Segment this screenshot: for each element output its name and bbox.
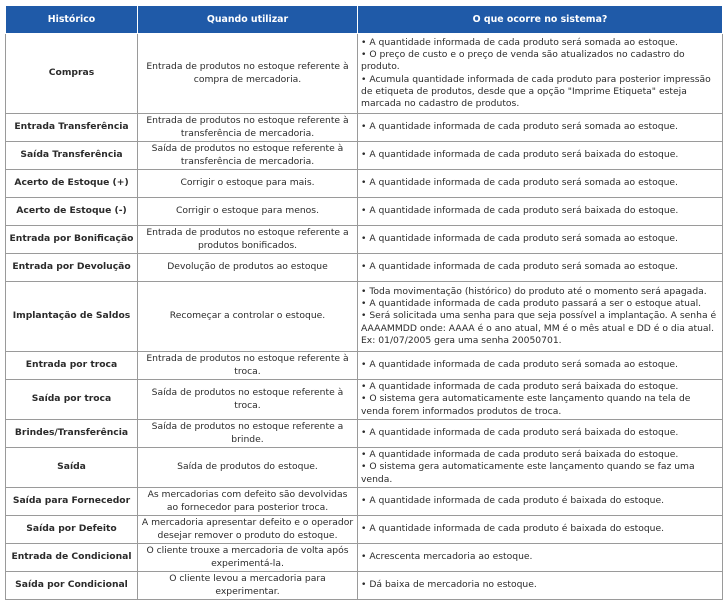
table-row [6,114,723,142]
sistema-bullet: • O preço de custo e o preço de venda são atualizados no cadastro do produto. [361,49,685,73]
sistema-bullet: • A quantidade informada de cada produto será baixada do estoque. [361,205,679,217]
quando-utilizar-cell: Entrada de produtos no estoque referente à compra de mercadoria. [138,34,358,114]
sistema-cell [358,516,723,544]
table-row [6,448,723,488]
table-row [6,544,723,572]
sistema-bullet: • A quantidade informada de cada produto é baixada do estoque. [361,523,665,535]
quando-utilizar-cell: Saída de produtos no estoque referente a brinde. [138,420,358,448]
header-historico: Histórico [6,6,138,34]
table-row [6,198,723,226]
quando-utilizar-cell: Saída de produtos do estoque. [138,448,358,488]
historico-cell: Implantação de Saldos [6,282,138,352]
sistema-bullet: • A quantidade informada de cada produto será somada ao estoque. [361,177,678,189]
quando-utilizar-cell: Corrigir o estoque para menos. [138,198,358,226]
header-o-que-ocorre: O que ocorre no sistema? [358,6,723,34]
sistema-bullet: • A quantidade informada de cada produto será somada ao estoque. [361,36,678,48]
sistema-cell [358,544,723,572]
quando-utilizar-cell: Entrada de produtos no estoque referente à troca. [138,352,358,380]
historico-cell: Entrada de Condicional [6,544,138,572]
quando-utilizar-cell: Recomeçar a controlar o estoque. [138,282,358,352]
sistema-bullet: • A quantidade informada de cada produto é baixada do estoque. [361,495,665,507]
table-row [6,142,723,170]
historico-cell: Saída por Defeito [6,516,138,544]
sistema-cell [358,420,723,448]
historico-cell: Compras [6,34,138,114]
sistema-cell [358,34,723,114]
sistema-bullet: • A quantidade informada de cada produto passará a ser o estoque atual. [361,298,702,310]
quando-utilizar-cell: A mercadoria apresentar defeito e o operador desejar remover o produto do estoque. [138,516,358,544]
historico-cell: Entrada por Bonificação [6,226,138,254]
table-row [6,254,723,282]
sistema-cell [358,226,723,254]
sistema-bullet: • Será solicitada uma senha para que seja possível a implantação. A senha é AAAAMMDD onde: AAAA é o ano atual, MM é o mês atual e DD é o dia atual. Ex: 01/07/2005 gera uma senha 20050701. [361,310,717,346]
sistema-bullet: • A quantidade informada de cada produto será somada ao estoque. [361,121,678,133]
sistema-bullet: • Toda movimentação (histórico) do produto até o momento será apagada. [361,285,707,297]
sistema-cell [358,142,723,170]
table-row [6,352,723,380]
sistema-bullet: • A quantidade informada de cada produto será somada ao estoque. [361,233,678,245]
table-row [6,380,723,420]
historico-cell: Entrada por Devolução [6,254,138,282]
table-row [6,420,723,448]
sistema-bullet: • Acumula quantidade informada de cada produto para posterior impressão de etiqueta de produtos, desde que a opção "Imprime Etiqueta" esteja marcada no cadastro de produtos. [361,73,711,109]
quando-utilizar-cell: Devolução de produtos ao estoque [138,254,358,282]
header-quando-utilizar: Quando utilizar [138,6,358,34]
historico-cell: Saída por troca [6,380,138,420]
sistema-cell [358,448,723,488]
sistema-cell [358,198,723,226]
sistema-bullet: • O sistema gera automaticamente este lançamento quando se faz uma venda. [361,461,695,485]
historico-cell: Acerto de Estoque (-) [6,198,138,226]
table-row [6,488,723,516]
historico-cell: Saída [6,448,138,488]
table-row [6,34,723,114]
historico-cell: Brindes/Transferência [6,420,138,448]
table-row [6,282,723,352]
table-row [6,226,723,254]
historico-cell: Saída Transferência [6,142,138,170]
quando-utilizar-cell: Corrigir o estoque para mais. [138,170,358,198]
historico-cell: Entrada Transferência [6,114,138,142]
sistema-cell [358,114,723,142]
sistema-bullet: • A quantidade informada de cada produto será baixada do estoque. [361,381,679,393]
sistema-bullet: • A quantidade informada de cada produto será baixada do estoque. [361,427,679,439]
sistema-bullet: • A quantidade informada de cada produto será baixada do estoque. [361,449,679,461]
sistema-cell [358,352,723,380]
sistema-cell [358,282,723,352]
sistema-bullet: • A quantidade informada de cada produto será baixada do estoque. [361,149,679,161]
historico-table [5,5,723,600]
sistema-cell [358,488,723,516]
quando-utilizar-cell: As mercadorias com defeito são devolvidas ao fornecedor para posterior troca. [138,488,358,516]
sistema-bullet: • Acrescenta mercadoria ao estoque. [361,551,533,563]
historico-cell: Saída por Condicional [6,572,138,600]
sistema-cell [358,572,723,600]
quando-utilizar-cell: O cliente trouxe a mercadoria de volta após experimentá-la. [138,544,358,572]
sistema-cell [358,170,723,198]
sistema-bullet: • A quantidade informada de cada produto será somada ao estoque. [361,261,678,273]
sistema-bullet: • O sistema gera automaticamente este lançamento quando na tela de venda forem informados produtos de troca. [361,393,691,417]
quando-utilizar-cell: O cliente levou a mercadoria para experimentar. [138,572,358,600]
quando-utilizar-cell: Entrada de produtos no estoque referente a produtos bonificados. [138,226,358,254]
quando-utilizar-cell: Saída de produtos no estoque referente à transferência de mercadoria. [138,142,358,170]
historico-cell: Saída para Fornecedor [6,488,138,516]
header-row [6,6,723,34]
sistema-cell [358,254,723,282]
sistema-bullet: • A quantidade informada de cada produto será somada ao estoque. [361,359,678,371]
sistema-bullet: • Dá baixa de mercadoria no estoque. [361,579,537,591]
sistema-cell [358,380,723,420]
historico-cell: Entrada por troca [6,352,138,380]
table-row [6,516,723,544]
quando-utilizar-cell: Entrada de produtos no estoque referente à transferência de mercadoria. [138,114,358,142]
table-row [6,170,723,198]
table-row [6,572,723,600]
quando-utilizar-cell: Saída de produtos no estoque referente à troca. [138,380,358,420]
historico-cell: Acerto de Estoque (+) [6,170,138,198]
